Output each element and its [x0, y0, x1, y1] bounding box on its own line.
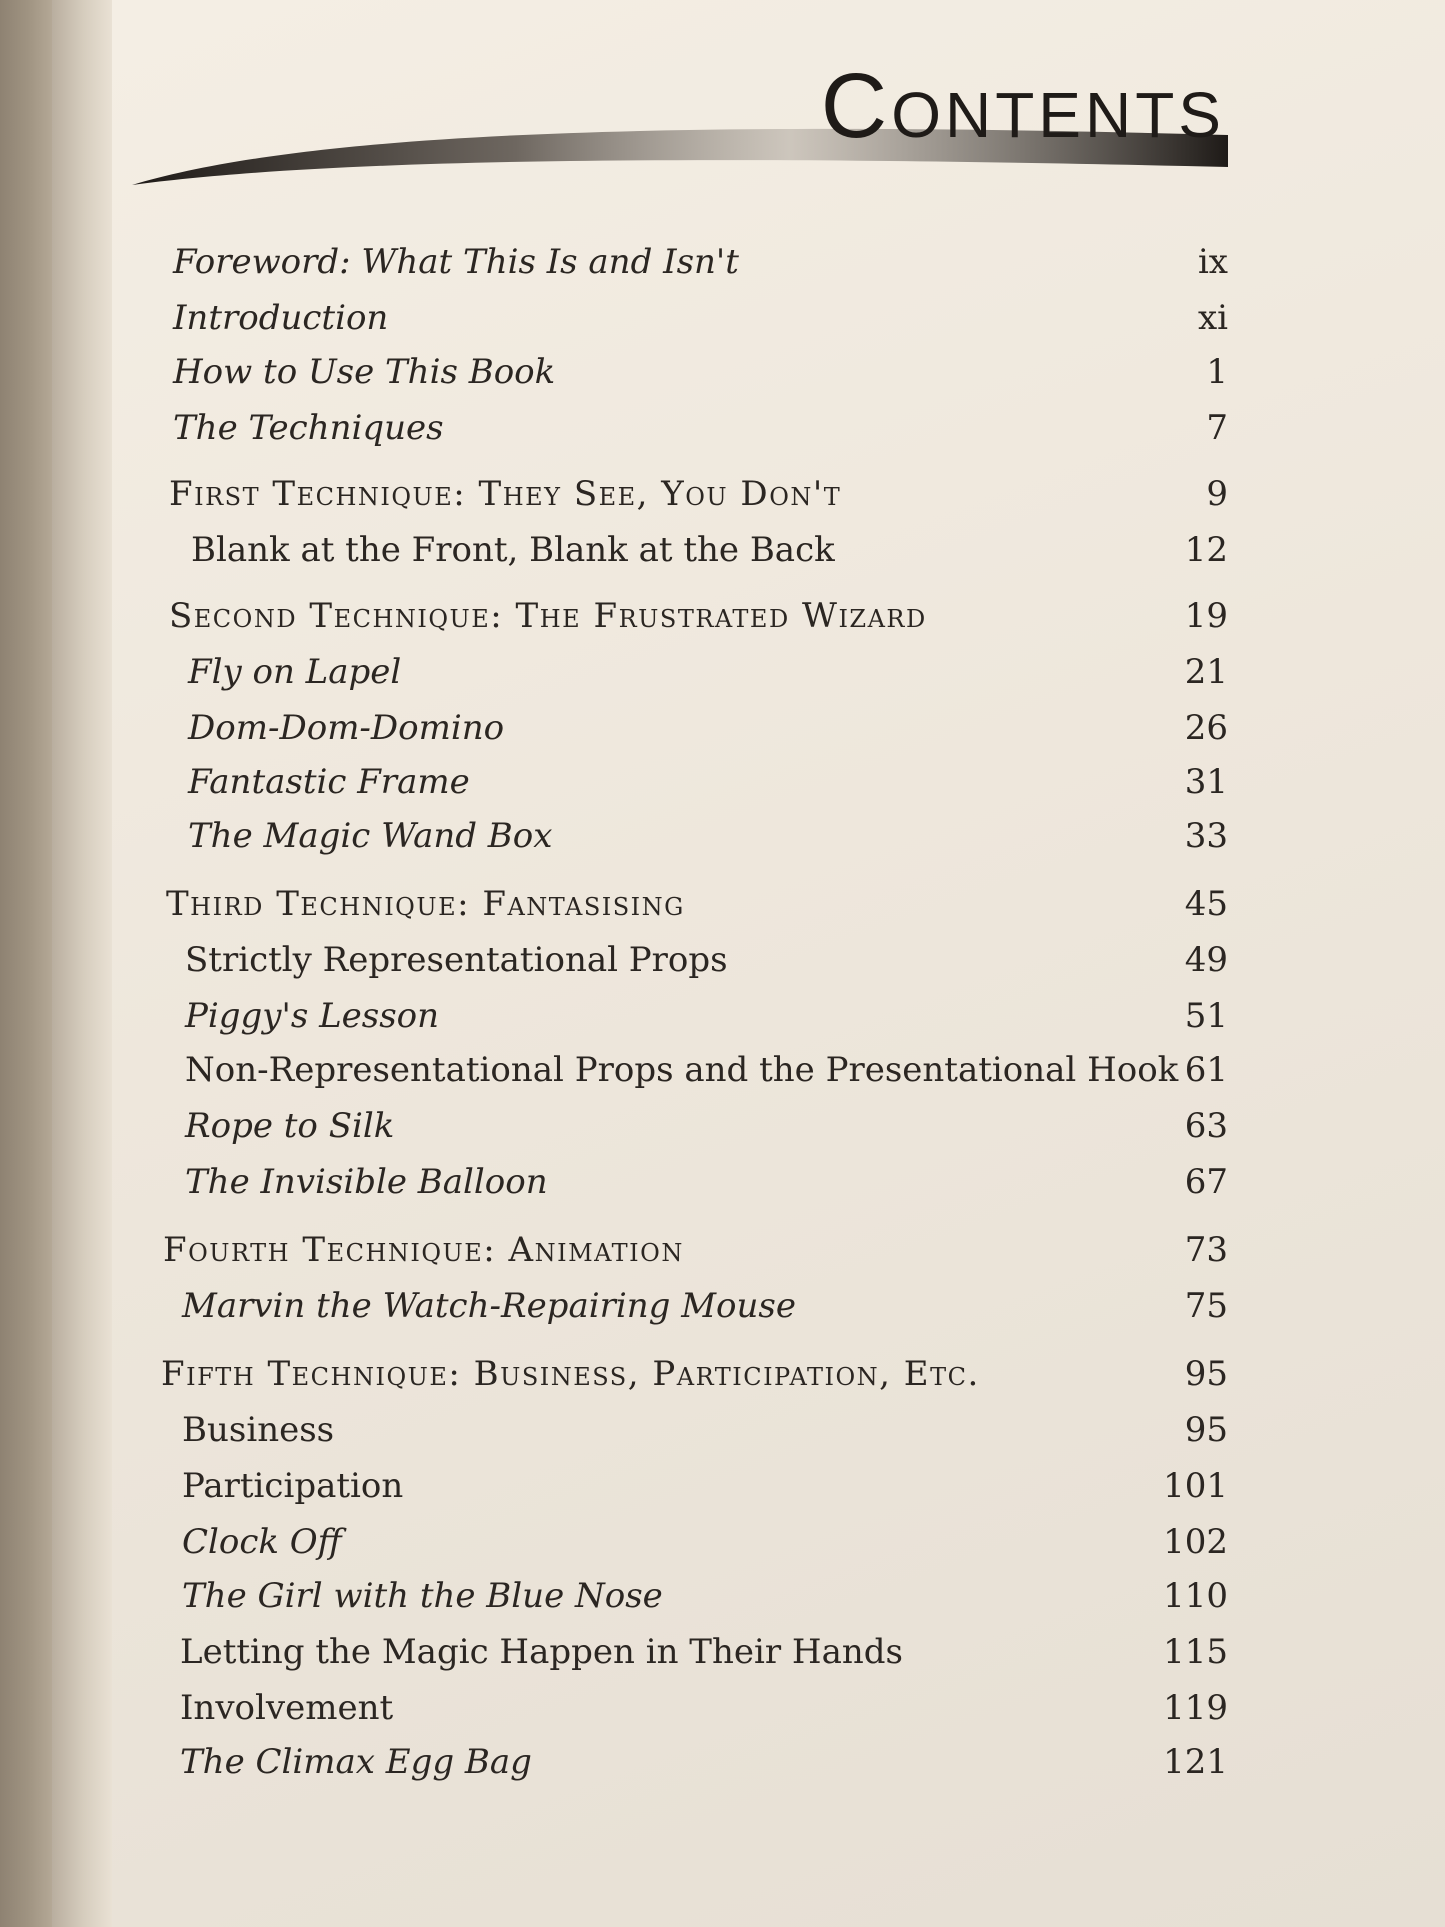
toc-page-number: 67: [1184, 1162, 1228, 1202]
toc-entry: [173, 348, 1228, 396]
toc-page-number: 75: [1184, 1286, 1228, 1326]
toc-entry: [185, 992, 1228, 1040]
toc-entry-title: Third Technique: Fantasising: [166, 884, 685, 924]
toc-entry-title: Introduction: [173, 298, 389, 338]
toc-page-number: 51: [1184, 996, 1228, 1036]
toc-page-number: 45: [1184, 884, 1228, 924]
toc-page-number: xi: [1197, 298, 1228, 338]
toc-entry-title: Fifth Technique: Business, Participation, Etc.: [161, 1354, 980, 1394]
toc-entry: [182, 1518, 1228, 1566]
toc-page-number: 121: [1163, 1742, 1228, 1782]
toc-section-heading: [169, 470, 1228, 518]
toc-page-number: 63: [1184, 1106, 1228, 1146]
toc-entry: [185, 1046, 1228, 1094]
toc-entry: [185, 1102, 1228, 1150]
toc-entry-title: Dom-Dom-Domino: [188, 708, 505, 748]
toc-page-number: 31: [1184, 762, 1228, 802]
toc-page-number: 61: [1184, 1050, 1228, 1090]
toc-page-number: 12: [1184, 530, 1228, 570]
toc-entry-title: First Technique: They See, You Don't: [169, 474, 842, 514]
toc-page-number: 19: [1184, 596, 1228, 636]
toc-entry-title: Fantastic Frame: [188, 762, 470, 802]
toc-entry-title: How to Use This Book: [173, 352, 556, 392]
toc-entry: [180, 1738, 1228, 1786]
toc-entry-title: Involvement: [180, 1688, 394, 1728]
toc-entry: [182, 1572, 1228, 1620]
toc-page-number: 33: [1184, 816, 1228, 856]
toc-entry-title: The Techniques: [173, 408, 444, 448]
toc-entry-title: The Magic Wand Box: [188, 816, 553, 856]
toc-page-number: 119: [1163, 1688, 1228, 1728]
toc-page-number: 26: [1184, 708, 1228, 748]
toc-entry-title: Clock Off: [182, 1522, 342, 1562]
toc-entry: [173, 294, 1228, 342]
toc-entry: [188, 758, 1228, 806]
toc-entry: [185, 936, 1228, 984]
toc-entry: [182, 1462, 1228, 1510]
toc-entry: [180, 1628, 1228, 1676]
toc-section-heading: [163, 1226, 1228, 1274]
toc-page-number: 1: [1206, 352, 1228, 392]
toc-entry: [180, 1684, 1228, 1732]
toc-entry: [188, 812, 1228, 860]
toc-entry: [188, 704, 1228, 752]
toc-entry-title: The Invisible Balloon: [185, 1162, 548, 1202]
toc-page-number: 73: [1184, 1230, 1228, 1270]
toc-entry-title: Business: [182, 1410, 335, 1450]
toc-entry-title: Piggy's Lesson: [185, 996, 440, 1036]
toc-entry: [188, 648, 1228, 696]
toc-entry-title: Marvin the Watch-Repairing Mouse: [182, 1286, 796, 1326]
toc-entry: [182, 1406, 1228, 1454]
toc-section-heading: [169, 592, 1228, 640]
toc-entry-title: Non-Representational Props and the Presentational Hook: [185, 1050, 1179, 1090]
toc-entry-title: The Girl with the Blue Nose: [182, 1576, 663, 1616]
toc-page-number: 102: [1163, 1522, 1228, 1562]
toc-page-number: 7: [1206, 408, 1228, 448]
toc-entry: [185, 1158, 1228, 1206]
toc-entry-title: Strictly Representational Props: [185, 940, 728, 980]
toc-entry-title: Rope to Silk: [185, 1106, 395, 1146]
toc-section-heading: [166, 880, 1228, 928]
toc-entry-title: Foreword: What This Is and Isn't: [173, 242, 739, 282]
toc-entry: [191, 526, 1228, 574]
toc-entry-title: The Climax Egg Bag: [180, 1742, 532, 1782]
toc-page-number: 49: [1184, 940, 1228, 980]
toc-entry-title: Second Technique: The Frustrated Wizard: [169, 596, 927, 636]
toc-entry-title: Fly on Lapel: [188, 652, 402, 692]
toc-entry: [173, 238, 1228, 286]
toc-page-number: 21: [1184, 652, 1228, 692]
toc-entry-title: Letting the Magic Happen in Their Hands: [180, 1632, 903, 1672]
toc-entry-title: Participation: [182, 1466, 404, 1506]
page-title: Contents: [820, 55, 1225, 157]
toc-page-number: 95: [1184, 1410, 1228, 1450]
toc-page-number: ix: [1197, 242, 1228, 282]
toc-page-number: 115: [1163, 1632, 1228, 1672]
toc-page-number: 9: [1206, 474, 1228, 514]
toc-page-number: 110: [1163, 1576, 1228, 1616]
toc-entry: [182, 1282, 1228, 1330]
toc-section-heading: [161, 1350, 1228, 1398]
toc-page-number: 101: [1163, 1466, 1228, 1506]
toc-entry-title: Blank at the Front, Blank at the Back: [191, 530, 835, 570]
toc-entry-title: Fourth Technique: Animation: [163, 1230, 684, 1270]
toc-entry: [173, 404, 1228, 452]
toc-page-number: 95: [1184, 1354, 1228, 1394]
